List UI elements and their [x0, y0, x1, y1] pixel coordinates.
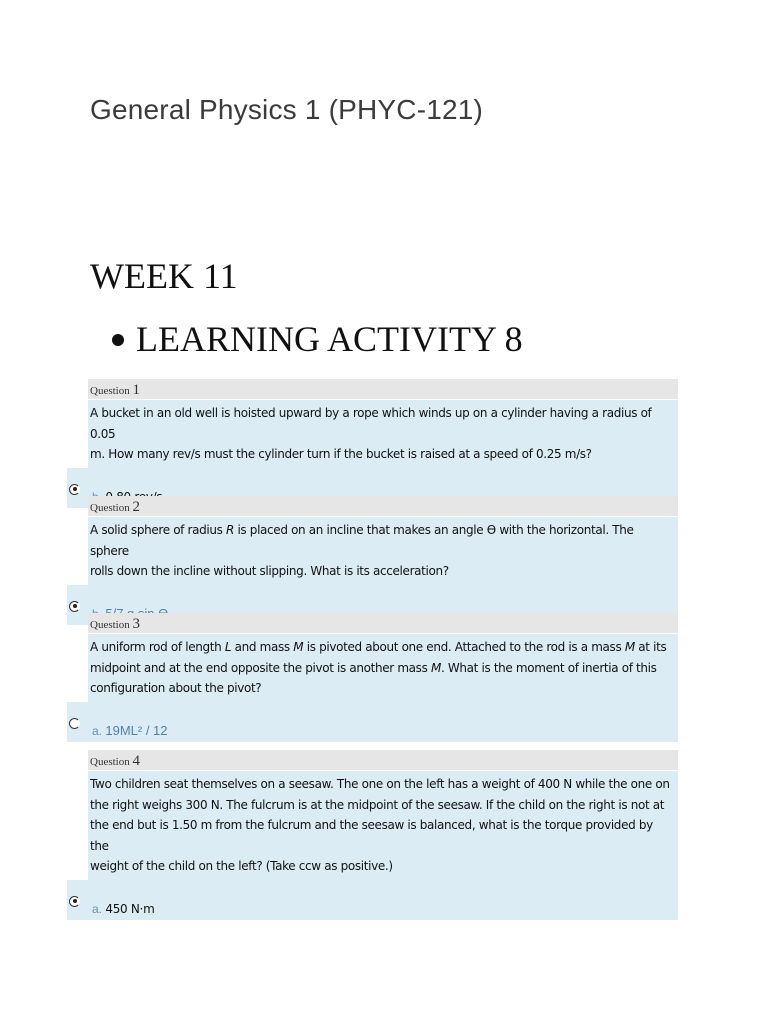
question-block: [67, 379, 678, 508]
question-block: [67, 496, 678, 625]
question-block: [67, 750, 678, 920]
activity-list-item: [112, 318, 523, 360]
italic-variable: M: [293, 640, 304, 654]
question-text-line: m. How many rev/s must the cylinder turn if the bucket is raised at a speed of 0.25 m/s?: [90, 447, 592, 461]
question-text-line: the end but is 1.50 m from the fulcrum and the seesaw is balanced, what is the torque provided by the: [90, 818, 653, 853]
question-text-line: configuration about the pivot?: [90, 681, 262, 695]
question-label: Question: [90, 619, 130, 631]
question-spacer: [67, 585, 678, 599]
answer-letter: a.: [92, 901, 103, 916]
question-number: 2: [132, 499, 140, 515]
answer-option[interactable]: [67, 894, 678, 920]
question-text-line: the right weighs 300 N. The fulcrum is at the midpoint of the seesaw. If the child on the right is not at: [90, 797, 665, 812]
course-title: General Physics 1 (PHYC-121): [90, 94, 484, 125]
question-text: [88, 517, 678, 585]
question-spacer: [67, 468, 678, 482]
question-label: Question: [90, 502, 130, 514]
radio-button-icon[interactable]: [69, 718, 80, 729]
italic-variable: M: [430, 660, 441, 675]
radio-selected-dot: [73, 604, 77, 608]
question-text-line: A solid sphere of radius R is placed on an incline that makes an angle Ɵ with the horizontal. The sphere: [90, 523, 634, 558]
radio-selected-dot: [73, 899, 77, 903]
italic-variable: M: [624, 640, 635, 654]
answer-value: 450 N·m: [105, 901, 155, 916]
question-header: [88, 613, 678, 634]
answer-text: [92, 901, 154, 917]
question-number: 1: [132, 382, 140, 398]
question-spacer: [67, 880, 678, 894]
question-text-line: A bucket in an old well is hoisted upward by a rope which winds up on a cylinder having a radius of 0.05: [90, 406, 652, 441]
week-title: WEEK 11: [90, 256, 238, 296]
question-label: Question: [90, 385, 130, 397]
radio-button-icon[interactable]: [69, 601, 80, 612]
answer-value: 19ML² / 12: [105, 722, 168, 738]
radio-button-icon[interactable]: [69, 484, 80, 495]
question-text-line: rolls down the incline without slipping. What is its acceleration?: [90, 564, 449, 578]
question-text: [88, 634, 678, 702]
answer-option[interactable]: [67, 716, 678, 742]
answer-text: [92, 723, 168, 739]
question-text-line: weight of the child on the left? (Take ccw as positive.): [90, 859, 393, 873]
question-label: Question: [90, 756, 130, 768]
question-text: [88, 771, 678, 880]
question-spacer: [67, 702, 678, 716]
italic-variable: R: [225, 523, 234, 537]
question-header: [88, 496, 678, 517]
question-number: 3: [132, 616, 140, 632]
question-text-line: Two children seat themselves on a seesaw. The one on the left has a weight of 400 N while the one on: [90, 777, 670, 791]
radio-button-icon[interactable]: [69, 896, 80, 907]
answer-letter: a.: [92, 723, 103, 738]
question-text-line: A uniform rod of length L and mass M is pivoted about one end. Attached to the rod is a mass M at its: [90, 640, 667, 654]
question-header: [88, 379, 678, 400]
question-text: [88, 400, 678, 468]
bullet-icon: [112, 334, 124, 346]
question-text-line: midpoint and at the end opposite the pivot is another mass M. What is the moment of inertia of this: [90, 660, 657, 675]
activity-title: LEARNING ACTIVITY 8: [136, 319, 523, 359]
question-block: [67, 613, 678, 742]
question-number: 4: [132, 753, 140, 769]
italic-variable: L: [224, 640, 232, 654]
question-header: [88, 750, 678, 771]
radio-selected-dot: [73, 487, 77, 491]
